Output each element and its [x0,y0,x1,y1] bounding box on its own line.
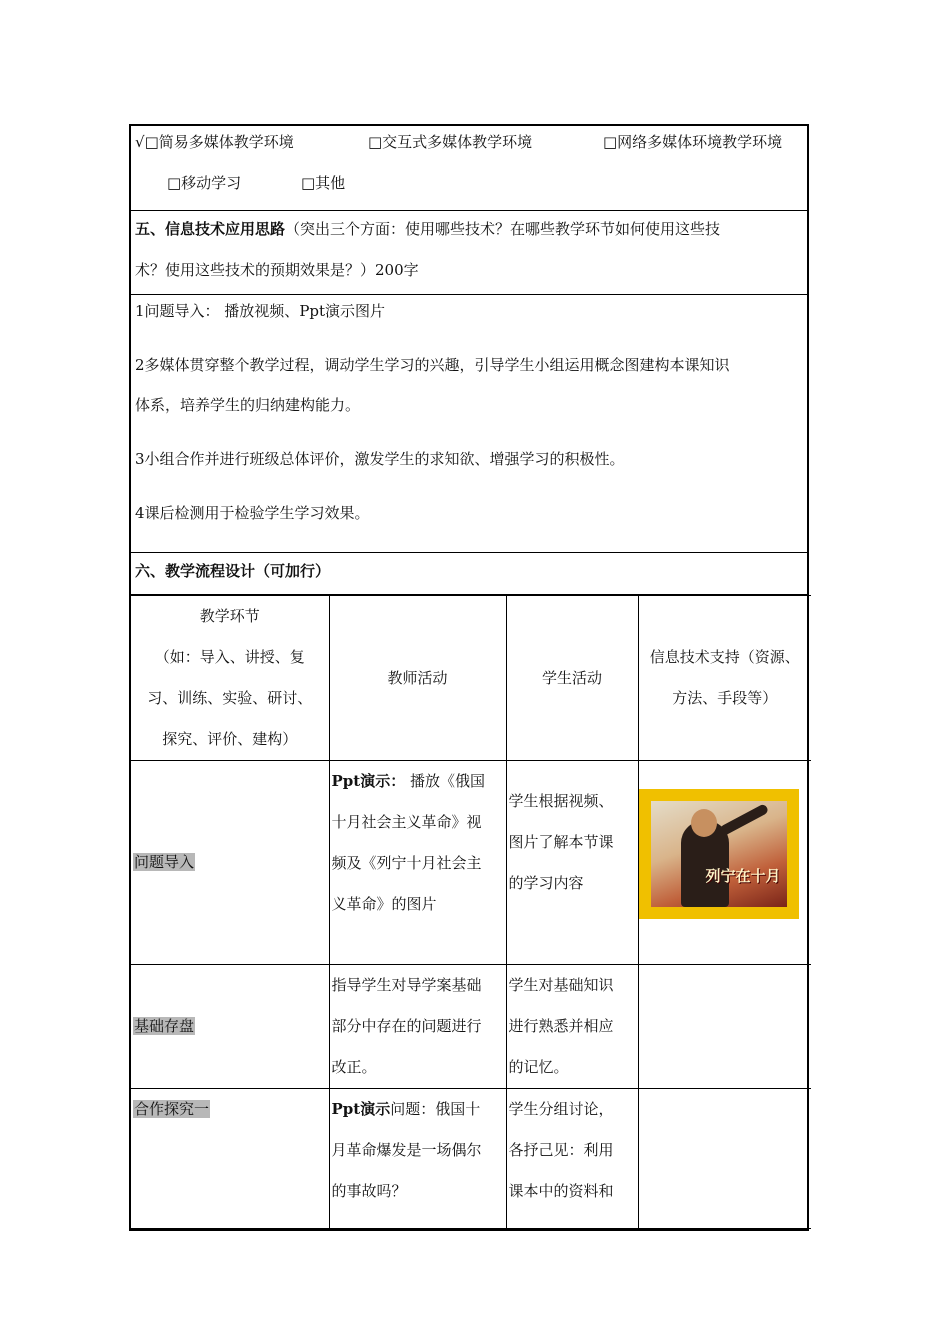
idea-2-line-1: 2多媒体贯穿整个教学过程，调动学生学习的兴趣，引导学生小组运用概念图建构本课知识 [135,356,730,374]
teacher-bold: Ppt演示： [331,772,406,790]
section-5-desc-2: 术？使用这些技术的预期效果是？）200字 [135,261,419,279]
teacher-line: 月革命爆发是一场偶尔 [331,1141,482,1159]
section-5-title: 五、信息技术应用思路 [135,220,286,238]
section-5-line-1 [135,209,720,250]
teaching-flow-table [131,595,811,1229]
lesson-plan-table [129,124,809,1231]
section-6-row [131,552,807,594]
tech-cell [638,965,811,1089]
idea-3: 3小组合作并进行班级总体评价，激发学生的求知欲、增强学习的积极性。 [135,450,625,468]
teacher-line: 的事故吗？ [331,1182,407,1200]
section-6-title: 六、教学流程设计（可加行） [135,562,331,580]
poster-title: 列宁在十月 [705,867,781,885]
env-option-other[interactable]: □其他 [301,174,346,192]
idea-4: 4课后检测用于检验学生学习效果。 [135,504,370,522]
idea-2-line-2: 体系，培养学生的归纳建构能力。 [135,396,361,414]
student-cell [506,965,638,1089]
student-cell [506,761,638,965]
teacher-bold: Ppt演示 [331,1100,391,1118]
student-line: 的记忆。 [508,1058,569,1076]
environment-line-1 [135,122,294,163]
header-teacher: 教师活动 [329,596,506,761]
stage-cell [131,965,329,1089]
stage-cell [131,761,329,965]
teacher-cell [329,965,506,1089]
student-line: 课本中的资料和 [508,1182,614,1200]
header-tech [638,596,811,761]
student-line: 学生对基础知识 [508,976,614,994]
teacher-line: 义革命》的图片 [331,895,437,913]
flow-row-intro [131,761,811,965]
header-stage-line-3: 习、训练、实验、研讨、 [147,689,313,707]
tech-cell [638,761,811,965]
teacher-line: 指导学生对导学案基础 [331,976,482,994]
teacher-line: 问题：俄国十 [390,1100,481,1118]
student-line: 进行熟悉并相应 [508,1017,614,1035]
environment-row [131,126,807,210]
header-stage [131,596,329,761]
stage-label: 问题导入 [134,853,195,871]
teacher-line: 改正。 [331,1058,377,1076]
stage-label: 合作探究一 [134,1100,210,1118]
header-stage-line-4: 探究、评价、建构） [162,730,298,748]
teacher-line: 频及《列宁十月社会主 [331,854,482,872]
teacher-cell [329,1089,506,1229]
teacher-line: 部分中存在的问题进行 [331,1017,482,1035]
student-line: 各抒己见：利用 [508,1141,614,1159]
header-student: 学生活动 [506,596,638,761]
header-tech-line-2: 方法、手段等） [672,689,778,707]
student-line: 图片了解本节课 [508,833,614,851]
teacher-cell [329,761,506,965]
student-line: 的学习内容 [508,874,584,892]
env-option-mobile-learning[interactable]: □移动学习 [167,174,242,192]
student-line: 学生根据视频、 [508,792,614,810]
lenin-in-october-poster-image [639,789,799,919]
student-line: 学生分组讨论， [508,1100,614,1118]
flow-row-explore-1 [131,1089,811,1229]
teacher-line: 十月社会主义革命》视 [331,813,482,831]
section-5-row [131,210,807,294]
idea-1: 1问题导入： 播放视频、Ppt演示图片 [135,302,386,320]
header-stage-line-2: （如：导入、讲授、复 [154,648,305,666]
flow-row-basics [131,965,811,1089]
teacher-line: 播放《俄国 [405,772,485,790]
flow-header-row [131,596,811,761]
header-stage-line-1: 教学环节 [199,607,260,625]
env-option-simple-multimedia[interactable]: □简易多媒体教学环境 [144,133,294,151]
stage-label: 基础存盘 [134,1017,195,1035]
lesson-plan-document [129,124,809,1231]
check-mark: √ [135,133,145,151]
stage-cell [131,1089,329,1229]
env-option-network-multimedia[interactable]: □网络多媒体环境教学环境 [603,133,783,151]
student-cell [506,1089,638,1229]
flow-table-row [131,594,807,1229]
tech-cell [638,1089,811,1229]
header-tech-line-1: 信息技术支持（资源、 [649,648,800,666]
env-option-interactive-multimedia[interactable]: □交互式多媒体教学环境 [368,133,533,151]
ideas-row [131,294,807,552]
section-5-desc-1: （突出三个方面：使用哪些技术？在哪些教学环节如何使用这些技 [285,220,721,238]
